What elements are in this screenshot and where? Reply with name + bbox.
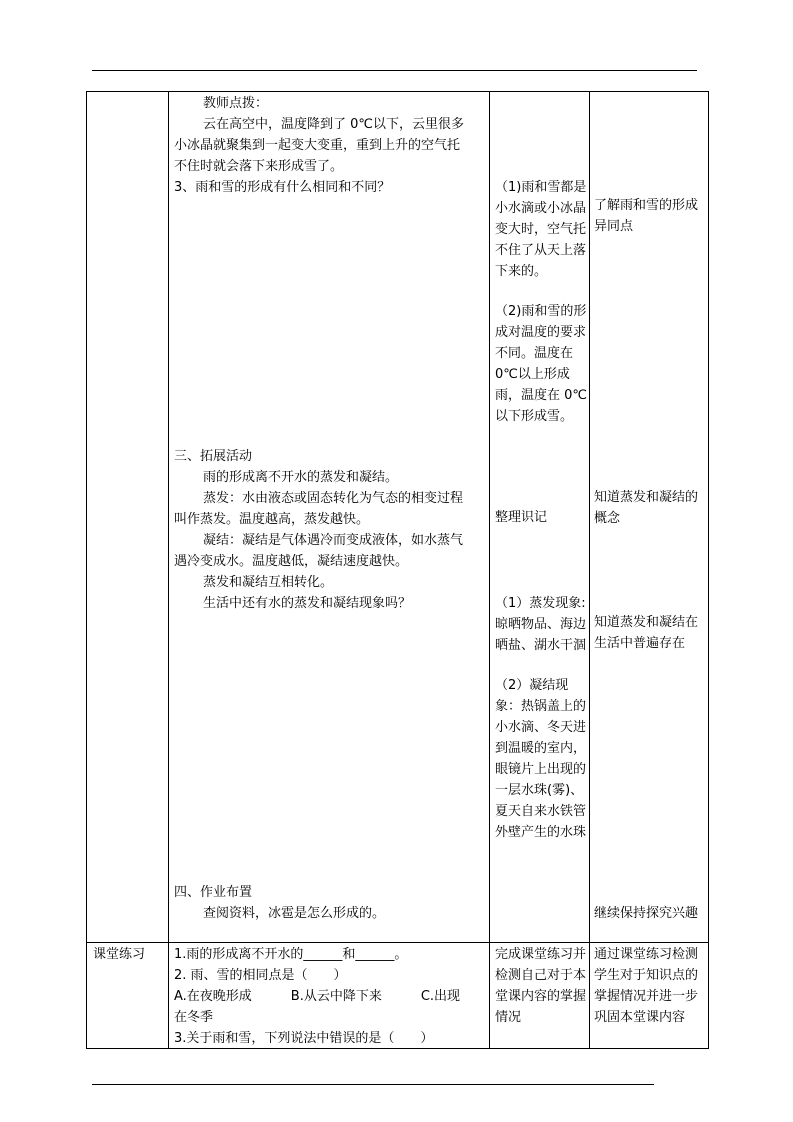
mutual-transform-text: 蒸发和凝结互相转化。 — [203, 575, 334, 590]
condensation-line-2: 遇冷变成水。温度越低，凝结速度越快。 — [174, 554, 409, 569]
answer-2: （2)雨和雪的形成对温度的要求不同。温度在 0℃以上形成雨，温度在 0℃以下形成雪。 — [495, 304, 588, 424]
evaporation-line-1: 蒸发：水由液态或固态转化为气态的相变过程 — [203, 491, 464, 506]
practice-q2-options-cont: 在冬季 — [174, 1010, 214, 1025]
table-border-left — [86, 91, 87, 1049]
practice-purpose: 通过课堂练习检测学生对于知识点的掌握情况并进一步巩固本堂课内容 — [594, 947, 699, 1025]
practice-question-1: 1.雨的形成离不开水的______和______。 — [174, 947, 408, 962]
teacher-hint-line-1: 云在高空中，温度降到了 0℃以下，云里很多 — [203, 117, 465, 132]
section-3-title: 三、拓展活动 — [174, 449, 253, 464]
practice-question-3: 3.关于雨和雪，下列说法中错误的是（ ） — [174, 1031, 434, 1046]
purpose-3: 知道蒸发和凝结在生活中普遍存在 — [594, 615, 699, 651]
life-question: 生活中还有水的蒸发和凝结现象吗？ — [203, 596, 412, 611]
practice-q2-options: A.在夜晚形成 B.从云中降下来 C.出现 — [174, 989, 461, 1004]
header-rule — [92, 70, 697, 71]
practice-label: 课堂练习 — [93, 947, 146, 962]
practice-question-2: 2. 雨、雪的相同点是（ ） — [174, 968, 347, 983]
section-4-title: 四、作业布置 — [174, 885, 253, 900]
condensation-line-1: 凝结：凝结是气体遇冷而变成液体，如水蒸气 — [203, 533, 464, 548]
evaporation-phenomena: （1）蒸发现象:晾晒物品、海边晒盐、湖水干涸 — [495, 596, 587, 653]
lesson-table — [86, 91, 709, 1049]
question-3: 3、雨和雪的形成有什么相同和不同？ — [174, 180, 391, 195]
column-divider-3 — [589, 91, 590, 1049]
purpose-4: 继续保持探究兴趣 — [594, 906, 699, 921]
rain-relies-text: 雨的形成离不开水的蒸发和凝结。 — [203, 470, 399, 485]
teacher-hint-label: 教师点拨： — [203, 96, 269, 111]
footer-rule — [92, 1084, 654, 1085]
teacher-hint-line-2: 小冰晶就聚集到一起变大变重，重到上升的空气托 — [174, 138, 461, 153]
table-border-right — [708, 91, 709, 1049]
purpose-1: 了解雨和雪的形成异同点 — [594, 198, 699, 234]
answer-1: （1)雨和雪都是小水滴或小冰晶变大时，空气托不住了从天上落下来的。 — [495, 180, 587, 279]
organize-text: 整理识记 — [495, 510, 548, 525]
row-divider — [86, 942, 709, 943]
table-border-top — [86, 91, 709, 92]
evaporation-line-2: 叫作蒸发。温度越高，蒸发越快。 — [174, 512, 370, 527]
teacher-hint-line-3: 不住时就会落下来形成雪了。 — [174, 159, 344, 174]
homework-text: 查阅资料，冰雹是怎么形成的。 — [203, 906, 386, 921]
purpose-2: 知道蒸发和凝结的概念 — [594, 490, 699, 526]
practice-student-activity: 完成课堂练习并检测自己对于本堂课内容的掌握情况 — [495, 947, 587, 1025]
condensation-phenomena: （2）凝结现象：热锅盖上的小水滴、冬天进到温暖的室内，眼镜片上出现的一层水珠(雾)、夏天自来水铁管外壁产生的水珠 — [495, 678, 587, 840]
column-divider-1 — [168, 91, 169, 1049]
column-divider-2 — [489, 91, 490, 1049]
